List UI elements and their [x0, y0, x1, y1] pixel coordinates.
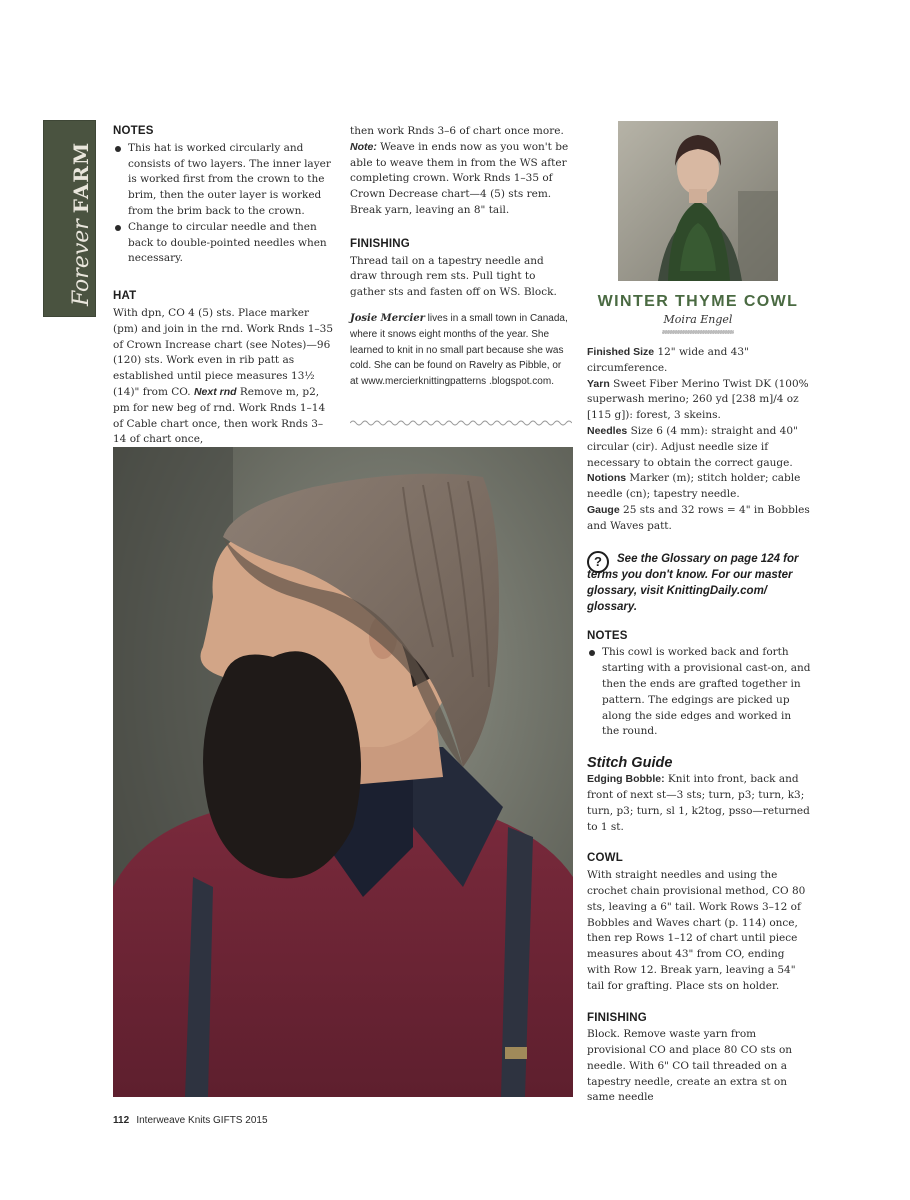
section-tab-label: ForeverFARM — [69, 141, 94, 306]
next-rnd-label: Next rnd — [193, 385, 237, 398]
column-3 — [587, 345, 811, 1106]
ornament-divider — [662, 329, 734, 335]
note-label: Note: — [350, 140, 377, 153]
cowl-notes-list — [587, 645, 811, 740]
cowl-notes-heading: NOTES — [587, 629, 628, 642]
pattern-title: WINTER THYME COWL — [597, 293, 799, 310]
stitch-guide-heading: Stitch Guide — [587, 755, 673, 772]
wavy-divider — [350, 419, 572, 427]
notes-heading: NOTES — [113, 125, 154, 137]
column-1 — [113, 124, 335, 448]
question-icon: ? — [587, 551, 609, 573]
section-tab — [43, 120, 96, 317]
list-item: Change to circular needle and then back to double-pointed needles when necessary. — [113, 220, 335, 267]
list-item: This cowl is worked back and forth starting with a provisional cast-on, and then the ends are grafted together in pattern. The edgings are picked up along the side edges and worked in the round. — [587, 645, 811, 740]
publication-name: Interweave Knits GIFTS 2015 — [136, 1115, 268, 1126]
yarn-spec: Yarn Sweet Fiber Merino Twist DK (100% superwash merino; 260 yd [238 m]/4 oz [115 g]): forest, 3 skeins. — [587, 377, 809, 422]
cowl-photo — [618, 121, 778, 281]
hat-photo — [113, 447, 573, 1097]
needles-spec: Needles Size 6 (4 mm): straight and 40" circular (cir). Adjust needle size if necessary to obtain the correct gauge. — [587, 424, 798, 469]
finishing-text: Thread tail on a tapestry needle and draw through rem sts. Pull tight to gather sts and fasten off on WS. Block. — [350, 254, 557, 299]
hat-heading: HAT — [113, 290, 137, 303]
notions-spec: Notions Marker (m); stitch holder; cable needle (cn); tapestry needle. — [587, 472, 801, 501]
hat-notes-list — [113, 141, 335, 267]
hat-instructions-cont: then work Rnds 3–6 of chart once more. Note: Weave in ends now as you won't be able to weave them in from the WS after completing crown. Work Rnds 1–35 of Crown Decrease chart—4 (5) sts rem. Break yarn, leaving an 8" tail. — [350, 125, 569, 216]
cowl-heading: COWL — [587, 852, 623, 865]
page-number: 112 — [113, 1115, 130, 1126]
designer-bio-name: Josie Mercier — [350, 312, 425, 324]
page-footer — [113, 1115, 268, 1126]
designer-url: www.mercierknittingpatterns .blogspot.com — [361, 376, 552, 388]
hat-instructions: With dpn, CO 4 (5) sts. Place marker (pm) and join in the rnd. Work Rnds 1–35 of Crown Increase chart (see Notes)—96 (120) sts. Work even in rib patt as established until piece measures 13½ (14)" from CO. Next rnd Remove m, p2, pm for new beg of rnd. Work Rnds 1–14 of Cable chart once, then work Rnds 3–14 of chart once, — [113, 306, 334, 446]
glossary-text: See the Glossary on page 124 for terms you don't know. For our master glossary, visit KnittingDaily.com/ glossary. — [587, 552, 799, 613]
cowl-finishing-heading: FINISHING — [587, 1011, 647, 1024]
cowl-instructions: With straight needles and using the crochet chain provisional method, CO 80 sts, leaving a 6" tail. Work Rows 3–12 of Bobbles and Waves chart (p. 114) once, then rep Rows 1–12 of chart until piece measures about 43" from CO, ending with Row 12. Break yarn, leaving a 54" tail for grafting. Place sts on holder. — [587, 869, 806, 992]
glossary-callout — [587, 551, 811, 615]
column-2 — [350, 124, 572, 390]
pattern-designer: Moira Engel — [663, 313, 733, 326]
finishing-heading: FINISHING — [350, 237, 410, 250]
edging-bobble: Edging Bobble: Knit into front, back and front of next st—3 sts; turn, p3; turn, k3; turn, p3; turn, sl 1, k2tog, psso—returned to 1 st. — [587, 773, 810, 833]
finished-size: Finished Size 12" wide and 43" circumference. — [587, 346, 749, 374]
designer-bio: Josie Mercier lives in a small town in Canada, where it snows eight months of the year. She learned to knit in no small part because she was cold. She can be found on Ravelry as Pibble, or at www.mercierknittingpatterns .blogspot.com. — [350, 312, 568, 388]
cowl-finishing-text: Block. Remove waste yarn from provisional CO and place 80 CO sts on needle. With 6" CO tail threaded on a tapestry needle, create an extra st on same needle — [587, 1028, 793, 1104]
list-item: This hat is worked circularly and consists of two layers. The inner layer is worked first from the crown to the brim, then the outer layer is worked from the brim back to the crown. — [113, 141, 335, 220]
gauge-spec: Gauge 25 sts and 32 rows = 4" in Bobbles and Waves patt. — [587, 503, 810, 532]
